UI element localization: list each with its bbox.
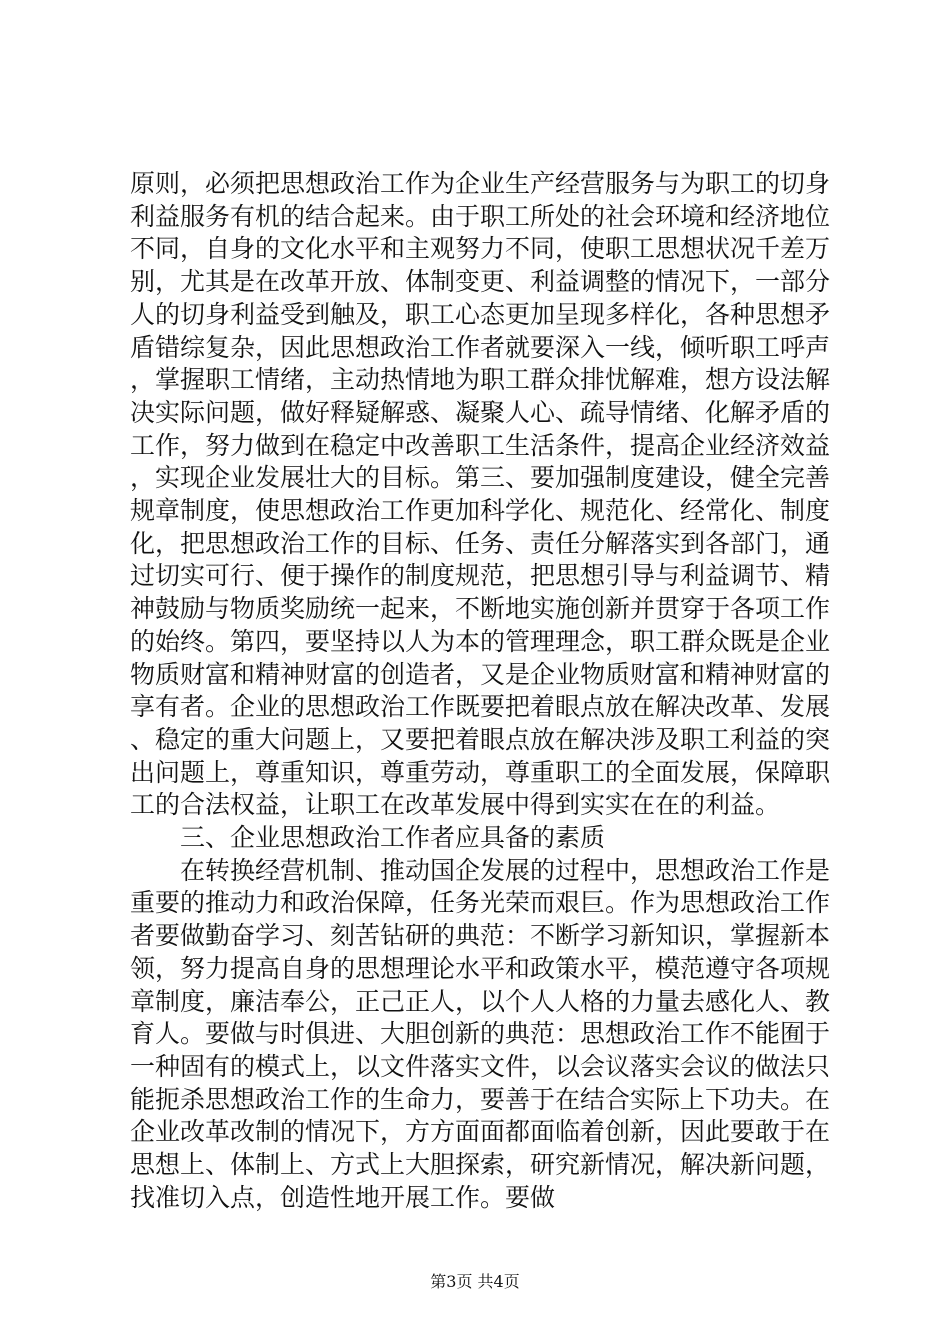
paragraph-qualities: 在转换经营机制、推动国企发展的过程中，思想政治工作是重要的推动力和政治保障，任务光荣而艰巨。作为思想政治工作者要做勤奋学习、刻苦钻研的典范：不断学习新知识，掌握新本领，努力提高自身的思想理论水平和政策水平，模范遵守各项规章制度，廉洁奉公，正己正人，以个人人格的力量去感化人、教育人。要做与时俱进、大胆创新的典范：思想政治工作不能囿于一种固有的模式上，以文件落实文件，以会议落实会议的做法只能扼杀思想政治工作的生命力，要善于在结合实际上下功夫。在企业改革改制的情况下，方方面面都面临着创新，因此要敢于在思想上、体制上、方式上大胆探索，研究新情况，解决新问题，找准切入点，创造性地开展工作。要做 (130, 855, 831, 1212)
section-heading: 三、企业思想政治工作者应具备的素质 (180, 823, 606, 853)
paragraph-continuation: 原则，必须把思想政治工作为企业生产经营服务与为职工的切身利益服务有机的结合起来。由于职工所处的社会环境和经济地位不同，自身的文化水平和主观努力不同，使职工思想状况千差万别，尤其是在改革开放、体制变更、利益调整的情况下，一部分人的切身利益受到触及，职工心态更加呈现多样化，各种思想矛盾错综复杂，因此思想政治工作者就要深入一线，倾听职工呼声，掌握职工情绪，主动热情地为职工群众排忧解难，想方设法解决实际问题，做好释疑解惑、凝聚人心、疏导情绪、化解矛盾的工作，努力做到在稳定中改善职工生活条件，提高企业经济效益，实现企业发展壮大的目标。第三、要加强制度建设，健全完善规章制度，使思想政治工作更加科学化、规范化、经常化、制度化，把思想政治工作的目标、任务、责任分解落实到各部门，通过切实可行、便于操作的制度规范，把思想引导与利益调节、精神鼓励与物质奖励统一起来，不断地实施创新并贯穿于各项工作的始终。第四，要坚持以人为本的管理理念，职工群众既是企业物质财富和精神财富的创造者，又是企业物质财富和精神财富的享有者。企业的思想政治工作既要把着眼点放在解决改革、发展、稳定的重大问题上，又要把着眼点放在解决涉及职工利益的突出问题上，尊重知识，尊重劳动，尊重职工的全面发展，保障职工的合法权益，让职工在改革发展中得到实实在在的利益。 (130, 169, 831, 820)
document-body (130, 168, 830, 1215)
page-footer: 第3页 共4页 (430, 1272, 520, 1291)
